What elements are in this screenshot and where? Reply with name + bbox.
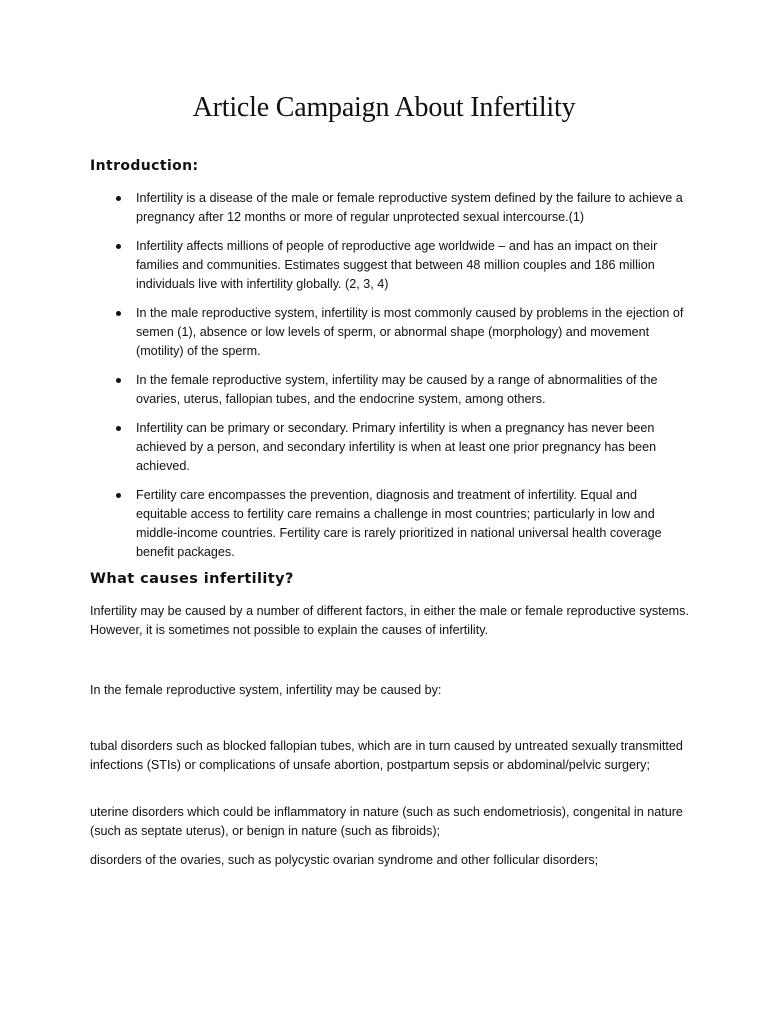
bullet-item [90,486,690,562]
bullet-text: In the female reproductive system, infertility may be caused by a range of abnormalities of the ovaries, uterus, fallopian tubes, and the endocrine system, among others. [136,373,658,406]
bullet-item [90,237,690,294]
causes-heading: What causes infertility? [90,571,294,587]
bullet-text: Infertility is a disease of the male or female reproductive system defined by the failure to achieve a pregnancy after 12 months or more of regular unprotected sexual intercourse.(1) [136,191,683,224]
bullet-text: In the male reproductive system, infertility is most commonly caused by problems in the ejection of semen (1), absence or low levels of sperm, or abnormal shape (morphology) and movement (motility) of the sperm. [136,306,684,358]
female-causes-intro-paragraph: In the female reproductive system, infertility may be caused by: [90,683,442,697]
causes-intro-paragraph: Infertility may be caused by a number of different factors, in either the male or female reproductive systems. However, it is sometimes not possible to explain the causes of infertility. [90,604,689,637]
tubal-disorders-paragraph: tubal disorders such as blocked fallopian tubes, which are in turn caused by untreated sexually transmitted infections (STIs) or complications of unsafe abortion, postpartum sepsis or abdominal/pelvic surgery; [90,739,683,772]
bullet-dot-icon [116,493,121,498]
bullet-dot-icon [116,244,121,249]
uterine-disorders-paragraph: uterine disorders which could be inflammatory in nature (such as such endometriosis), congenital in nature (such as septate uterus), or benign in nature (such as fibroids); [90,805,683,838]
bullet-text: Infertility can be primary or secondary. Primary infertility is when a pregnancy has never been achieved by a person, and secondary infertility is when at least one prior pregnancy has been achieved. [136,421,657,473]
document-title: Article Campaign About Infertility [192,92,576,123]
introduction-heading: Introduction: [90,158,199,174]
bullet-item [90,304,690,361]
bullet-text: Infertility affects millions of people of reproductive age worldwide – and has an impact on their families and communities. Estimates suggest that between 48 million couples and 186 million individuals live with infertility globally. (2, 3, 4) [136,239,658,291]
bullet-dot-icon [116,196,121,201]
bullet-item [90,371,690,409]
bullet-text: Fertility care encompasses the prevention, diagnosis and treatment of infertility. Equal and equitable access to fertility care remains a challenge in most countries; particularly in low and middle-income countries. Fertility care is rarely prioritized in national universal health coverage benefit packages. [136,488,662,559]
bullet-dot-icon [116,378,121,383]
bullet-item [90,419,690,476]
bullet-dot-icon [116,426,121,431]
bullet-item [90,189,690,227]
bullet-dot-icon [116,311,121,316]
introduction-bullet-list [90,189,690,572]
ovarian-disorders-paragraph: disorders of the ovaries, such as polycystic ovarian syndrome and other follicular disorders; [90,853,599,867]
